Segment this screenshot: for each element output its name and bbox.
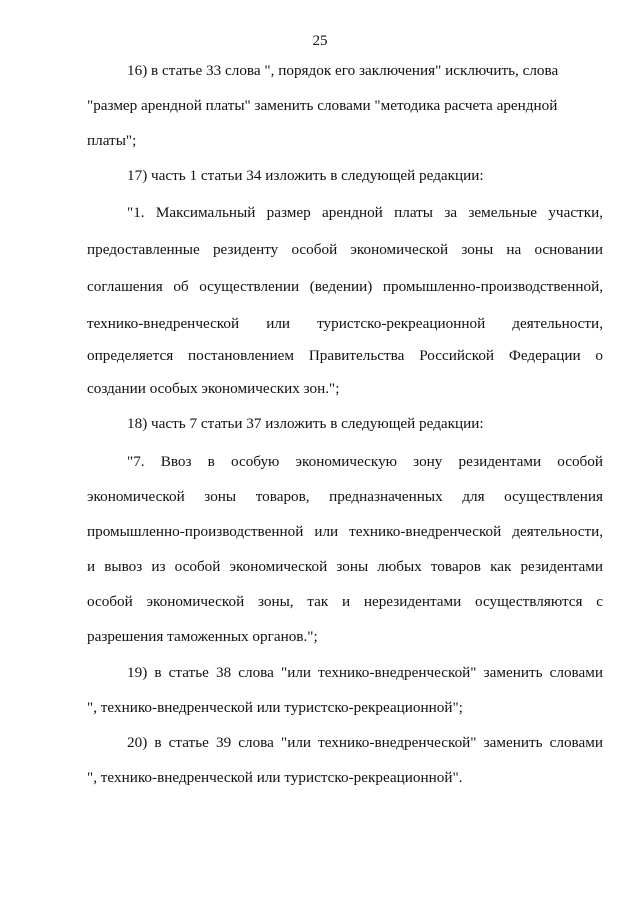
text-line: ", технико-внедренческой или туристско-рекреационной".	[87, 769, 463, 786]
text-line: соглашения об осуществлении (ведении) промышленно-производственной,	[87, 278, 603, 295]
text-line: "7. Ввоз в особую экономическую зону резидентами особой	[127, 453, 603, 470]
text-line: 19) в статье 38 слова "или технико-внедренческой" заменить словами	[127, 664, 603, 681]
text-line: ", технико-внедренческой или туристско-рекреационной";	[87, 699, 463, 716]
text-line: платы";	[87, 132, 137, 149]
text-line: предоставленные резиденту особой экономической зоны на основании	[87, 241, 603, 258]
text-line: определяется постановлением Правительства Российской Федерации о	[87, 347, 603, 364]
text-line: 20) в статье 39 слова "или технико-внедренческой" заменить словами	[127, 734, 603, 751]
page-number: 25	[312, 33, 328, 49]
text-line: 16) в статье 33 слова ", порядок его заключения" исключить, слова	[127, 62, 559, 79]
text-line: технико-внедренческой или туристско-рекреационной деятельности,	[87, 315, 603, 332]
text-line: и вывоз из особой экономической зоны любых товаров как резидентами	[87, 558, 603, 575]
text-line: промышленно-производственной или технико-внедренческой деятельности,	[87, 523, 603, 540]
text-line: "размер арендной платы" заменить словами "методика расчета арендной	[87, 97, 558, 114]
text-line: 17) часть 1 статьи 34 изложить в следующей редакции:	[127, 167, 484, 184]
text-line: создании особых экономических зон.";	[87, 380, 340, 397]
text-line: экономической зоны товаров, предназначенных для осуществления	[87, 488, 603, 505]
text-line: "1. Максимальный размер арендной платы за земельные участки,	[127, 204, 603, 221]
text-line: особой экономической зоны, так и нерезидентами осуществляются с	[87, 593, 603, 610]
text-line: разрешения таможенных органов.";	[87, 628, 318, 645]
text-line: 18) часть 7 статьи 37 изложить в следующей редакции:	[127, 415, 484, 432]
